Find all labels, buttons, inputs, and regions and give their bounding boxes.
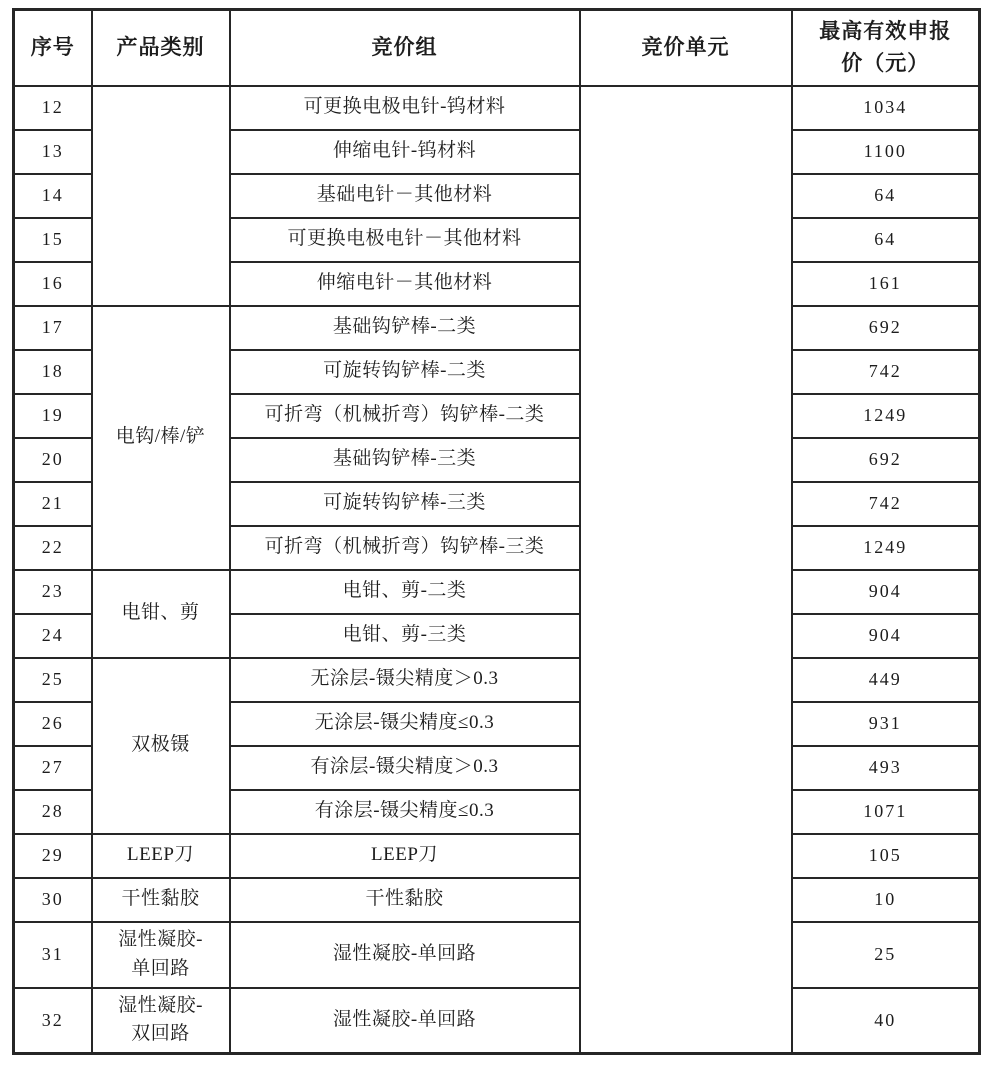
column-header-cat bbox=[92, 10, 230, 86]
max-valid-price-cell: 105 bbox=[792, 834, 980, 878]
bidding-group-cell: 基础钩铲棒-三类 bbox=[230, 438, 580, 482]
table-row bbox=[14, 988, 980, 1054]
bidding-group-cell: 可旋转钩铲棒-三类 bbox=[230, 482, 580, 526]
column-header-unit bbox=[580, 10, 792, 86]
bidding-price-table bbox=[12, 8, 981, 1055]
table-header-row bbox=[14, 10, 980, 86]
column-header-group bbox=[230, 10, 580, 86]
max-valid-price-cell: 1249 bbox=[792, 526, 980, 570]
max-valid-price-cell: 161 bbox=[792, 262, 980, 306]
row-number-cell: 32 bbox=[14, 988, 92, 1054]
max-valid-price-cell: 10 bbox=[792, 878, 980, 922]
product-category-cell bbox=[92, 988, 230, 1054]
max-valid-price-cell: 40 bbox=[792, 988, 980, 1054]
row-number-cell: 27 bbox=[14, 746, 92, 790]
product-category-label: 湿性凝胶-单回路 bbox=[118, 929, 203, 979]
row-number-cell: 30 bbox=[14, 878, 92, 922]
product-category-label: 双极镊 bbox=[131, 734, 190, 756]
column-header-label: 竞价单元 bbox=[641, 35, 730, 59]
bidding-group-cell: 可更换电极电针－其他材料 bbox=[230, 218, 580, 262]
row-number-cell: 31 bbox=[14, 922, 92, 988]
row-number-cell: 28 bbox=[14, 790, 92, 834]
max-valid-price-cell: 25 bbox=[792, 922, 980, 988]
bidding-group-cell: 伸缩电针－其他材料 bbox=[230, 262, 580, 306]
product-category-cell bbox=[92, 658, 230, 834]
bidding-group-cell: 可折弯（机械折弯）钩铲棒-二类 bbox=[230, 394, 580, 438]
column-header-price bbox=[792, 10, 980, 86]
row-number-cell: 16 bbox=[14, 262, 92, 306]
column-header-label: 产品类别 bbox=[116, 35, 205, 59]
bidding-unit-cell bbox=[580, 86, 792, 1054]
product-category-label: 电钩/棒/铲 bbox=[115, 426, 206, 448]
table-row bbox=[14, 306, 980, 350]
product-category-label: 电钳、剪 bbox=[121, 602, 200, 624]
row-number-cell: 15 bbox=[14, 218, 92, 262]
table-row bbox=[14, 570, 980, 614]
bidding-group-cell: 干性黏胶 bbox=[230, 878, 580, 922]
bidding-group-cell: 电钳、剪-三类 bbox=[230, 614, 580, 658]
table-row bbox=[14, 922, 980, 988]
max-valid-price-cell: 64 bbox=[792, 218, 980, 262]
bidding-group-cell: LEEP刀 bbox=[230, 834, 580, 878]
bidding-group-cell: 电钳、剪-二类 bbox=[230, 570, 580, 614]
max-valid-price-cell: 692 bbox=[792, 306, 980, 350]
bidding-group-cell: 可更换电极电针-钨材料 bbox=[230, 86, 580, 130]
row-number-cell: 14 bbox=[14, 174, 92, 218]
max-valid-price-cell: 1034 bbox=[792, 86, 980, 130]
row-number-cell: 19 bbox=[14, 394, 92, 438]
product-category-label: 湿性凝胶-双回路 bbox=[118, 994, 203, 1045]
max-valid-price-cell: 904 bbox=[792, 614, 980, 658]
row-number-cell: 20 bbox=[14, 438, 92, 482]
bidding-group-cell: 有涂层-镊尖精度≤0.3 bbox=[230, 790, 580, 834]
max-valid-price-cell: 1071 bbox=[792, 790, 980, 834]
row-number-cell: 23 bbox=[14, 570, 92, 614]
max-valid-price-cell: 692 bbox=[792, 438, 980, 482]
column-header-label: 最高有效申报价（元） bbox=[819, 19, 952, 75]
bidding-group-cell: 可折弯（机械折弯）钩铲棒-三类 bbox=[230, 526, 580, 570]
table-row bbox=[14, 86, 980, 130]
bidding-group-cell: 可旋转钩铲棒-二类 bbox=[230, 350, 580, 394]
product-category-label: LEEP刀 bbox=[127, 844, 194, 866]
max-valid-price-cell: 742 bbox=[792, 350, 980, 394]
table-row bbox=[14, 834, 980, 878]
row-number-cell: 13 bbox=[14, 130, 92, 174]
column-header-label: 竞价组 bbox=[371, 35, 438, 59]
product-category-label: 干性黏胶 bbox=[121, 888, 200, 910]
product-category-cell bbox=[92, 834, 230, 878]
bidding-group-cell: 有涂层-镊尖精度＞0.3 bbox=[230, 746, 580, 790]
row-number-cell: 12 bbox=[14, 86, 92, 130]
table-row bbox=[14, 878, 980, 922]
table-row bbox=[14, 658, 980, 702]
product-category-cell bbox=[92, 922, 230, 988]
row-number-cell: 22 bbox=[14, 526, 92, 570]
max-valid-price-cell: 64 bbox=[792, 174, 980, 218]
row-number-cell: 26 bbox=[14, 702, 92, 746]
max-valid-price-cell: 931 bbox=[792, 702, 980, 746]
max-valid-price-cell: 1249 bbox=[792, 394, 980, 438]
max-valid-price-cell: 1100 bbox=[792, 130, 980, 174]
product-category-cell bbox=[92, 878, 230, 922]
row-number-cell: 24 bbox=[14, 614, 92, 658]
row-number-cell: 18 bbox=[14, 350, 92, 394]
bidding-group-cell: 湿性凝胶-单回路 bbox=[230, 922, 580, 988]
max-valid-price-cell: 449 bbox=[792, 658, 980, 702]
bidding-group-cell: 无涂层-镊尖精度≤0.3 bbox=[230, 702, 580, 746]
row-number-cell: 17 bbox=[14, 306, 92, 350]
row-number-cell: 21 bbox=[14, 482, 92, 526]
bidding-group-cell: 基础钩铲棒-二类 bbox=[230, 306, 580, 350]
product-category-cell bbox=[92, 86, 230, 306]
row-number-cell: 29 bbox=[14, 834, 92, 878]
bidding-group-cell: 基础电针－其他材料 bbox=[230, 174, 580, 218]
max-valid-price-cell: 742 bbox=[792, 482, 980, 526]
max-valid-price-cell: 904 bbox=[792, 570, 980, 614]
product-category-cell bbox=[92, 570, 230, 658]
row-number-cell: 25 bbox=[14, 658, 92, 702]
product-category-cell bbox=[92, 306, 230, 570]
column-header-label: 序号 bbox=[30, 35, 75, 59]
bidding-group-cell: 湿性凝胶-单回路 bbox=[230, 988, 580, 1054]
bidding-group-cell: 伸缩电针-钨材料 bbox=[230, 130, 580, 174]
column-header-no bbox=[14, 10, 92, 86]
max-valid-price-cell: 493 bbox=[792, 746, 980, 790]
bidding-group-cell: 无涂层-镊尖精度＞0.3 bbox=[230, 658, 580, 702]
